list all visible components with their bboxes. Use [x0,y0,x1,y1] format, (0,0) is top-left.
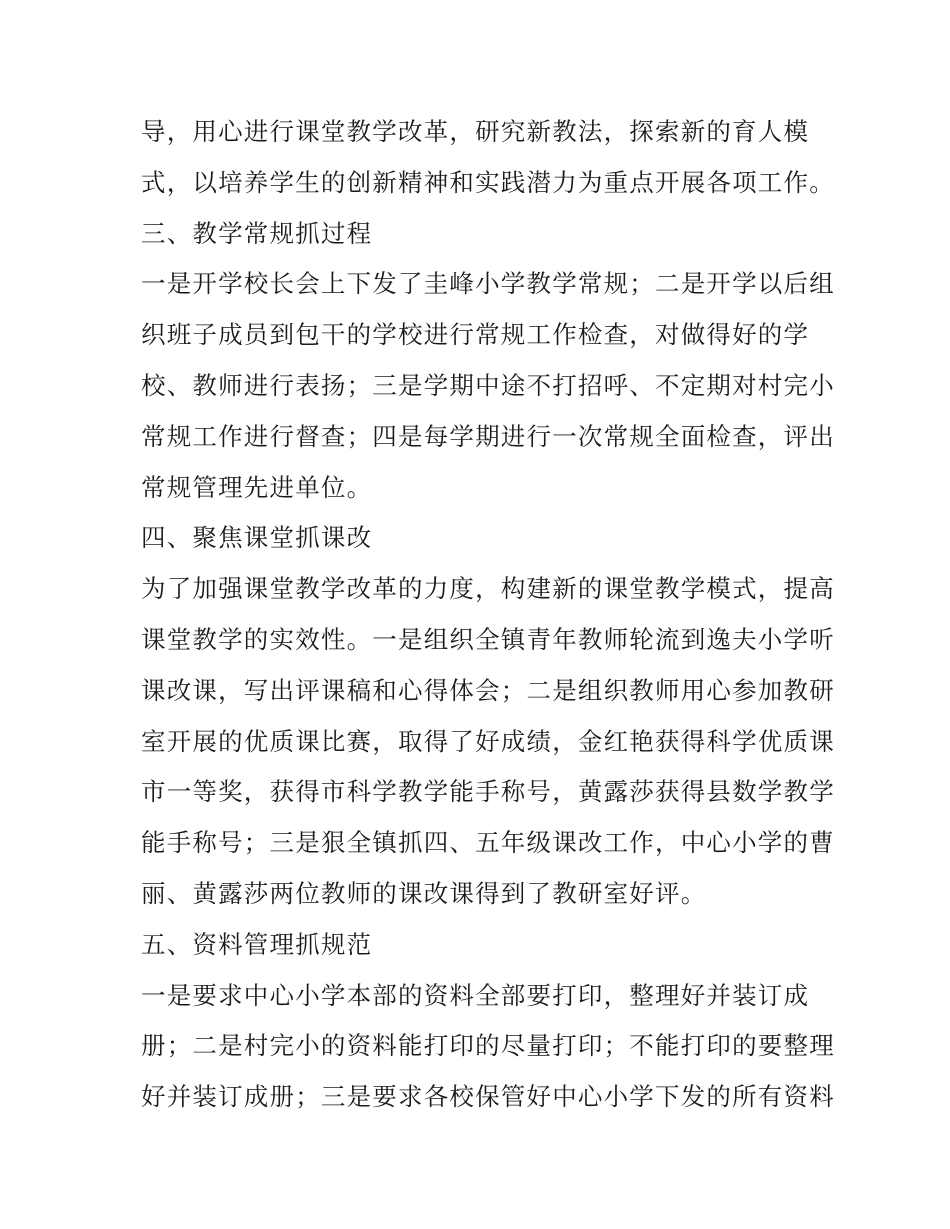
paragraph-line: 好并装订成册；三是要求各校保管好中心小学下发的所有资料 [141,1082,835,1112]
paragraph-line: 常规管理先进单位。 [141,472,373,502]
section-heading: 五、资料管理抓规范 [141,929,373,959]
paragraph-line: 册；二是村完小的资料能打印的尽量打印；不能打印的要整理 [141,1031,835,1061]
paragraph-line: 一是开学校长会上下发了圭峰小学教学常规；二是开学以后组 [141,269,835,299]
paragraph-line: 室开展的优质课比赛，取得了好成绩，金红艳获得科学优质课 [141,726,835,756]
paragraph-line: 织班子成员到包干的学校进行常规工作检查，对做得好的学 [141,320,810,350]
section-heading: 四、聚焦课堂抓课改 [141,523,373,553]
section-heading: 三、教学常规抓过程 [141,218,373,248]
paragraph-line: 式，以培养学生的创新精神和实践潜力为重点开展各项工作。 [141,167,835,197]
paragraph-line: 课改课，写出评课稿和心得体会；二是组织教师用心参加教研 [141,675,835,705]
paragraph-line: 校、教师进行表扬；三是学期中途不打招呼、不定期对村完小 [141,370,835,400]
paragraph-line: 课堂教学的实效性。一是组织全镇青年教师轮流到逸夫小学听 [141,624,835,654]
paragraph-line: 导，用心进行课堂教学改革，研究新教法，探索新的育人模 [141,117,810,146]
paragraph-line: 一是要求中心小学本部的资料全部要打印，整理好并装订成 [141,980,810,1010]
paragraph-line: 能手称号；三是狠全镇抓四、五年级课改工作，中心小学的曹 [141,828,835,858]
paragraph-line: 为了加强课堂教学改革的力度，构建新的课堂教学模式，提高 [141,574,835,604]
paragraph-line: 市一等奖，获得市科学教学能手称号，黄露莎获得县数学教学 [141,777,835,807]
paragraph-line: 丽、黄露莎两位教师的课改课得到了教研室好评。 [141,878,707,908]
document-body [141,107,835,1123]
paragraph-line: 常规工作进行督查；四是每学期进行一次常规全面检查，评出 [141,421,835,451]
